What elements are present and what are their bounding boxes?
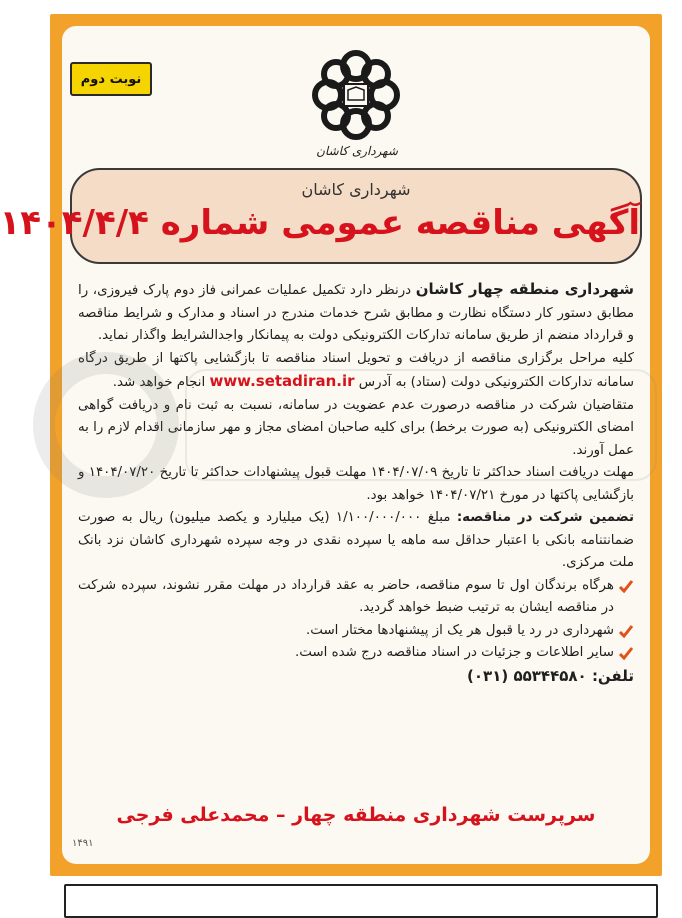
title-box (0, 168, 642, 264)
guarantee-text: مبلغ ۱/۱۰۰/۰۰۰/۰۰۰ (یک میلیارد و یکصد میلیون) ریال به صورت ضمانتنامه بانکی با اعتبار حداقل سه ماهه یا سپرده نقدی در وجه سپرده شهرداری کاشان نزد بانک ملت مرکزی. (78, 510, 634, 570)
phone-number: (۰۳۱) ۵۵۳۴۴۵۸۰ (467, 666, 587, 685)
phone-line (78, 665, 634, 688)
notice-body (78, 278, 634, 687)
procedure-end: انجام خواهد شد. (112, 375, 206, 390)
bullet-text: سایر اطلاعات و جزئیات در اسناد مناقصه درج شده است. (295, 645, 614, 660)
procedure-text: کلیه مراحل برگزاری مناقصه از دریافت و تحویل اسناد مناقصه تا بازگشایی پاکتها از طریق درگاه سامانه تدارکات الکترونیکی دولت (ستاد) به آدرس (78, 350, 634, 390)
list-item (78, 620, 634, 643)
municipality-name: شهرداری کاشان (301, 180, 411, 199)
advertisement-paper (0, 26, 650, 864)
setad-link[interactable]: www.setadiran.ir (209, 372, 355, 390)
second-notice-badge: نوبت دوم (70, 62, 152, 96)
paragraph-guarantee (78, 507, 634, 575)
check-icon (618, 645, 634, 661)
signature: سرپرست شهرداری منطقه چهار – محمدعلی فرجی (116, 804, 596, 826)
kashan-municipality-logo-icon (306, 48, 406, 142)
bullet-text: شهرداری در رد یا قبول هر یک از پیشنهادها مختار است. (306, 622, 614, 638)
check-icon (618, 623, 634, 639)
list-item (78, 642, 634, 665)
next-ad-border (64, 884, 658, 918)
bullet-text: هرگاه برندگان اول تا سوم مناقصه، حاضر به عقد قرارداد در مهلت مقرر نشوند، سپرده شرکت در مناقصه ایشان به ترتیب ضبط خواهد گردید. (78, 577, 614, 615)
phone-label: تلفن: (591, 666, 634, 685)
check-icon (618, 578, 634, 594)
page-title: آگهی مناقصه عمومی شماره ۱۴۰۴/۴/۴ (0, 203, 640, 243)
intro-text: درنظر دارد تکمیل عملیات عمرانی فاز دوم پارک فیروزی، را مطابق دستور کار دستگاه نظارت و مطابق شرح خدمات مندرج در اسناد و مدارک و شرایط مناقصه و قرارداد منضم از طریق سامانه تدارکات الکترونیکی دولت به پیمانکار واجدالشرایط واگذار نماید. (78, 283, 634, 343)
guarantee-label: تضمین شرکت در مناقصه: (456, 510, 634, 525)
logo-caption: شهرداری کاشان (316, 144, 398, 158)
paragraph-deadlines: مهلت دریافت اسناد حداکثر تا تاریخ ۱۴۰۴/۰۷/۰۹ مهلت قبول پیشنهادات حداکثر تا تاریخ ۱۴۰۴/۰۷/۲۰ و بازگشایی پاکتها در مورخ ۱۴۰۴/۰۷/۲۱ خواهد بود. (78, 465, 634, 503)
list-item (78, 575, 634, 620)
ad-code: ۱۴۹۱ (72, 838, 94, 849)
intro-bold: شهرداری منطقه چهار کاشان (415, 280, 634, 298)
paragraph-registration: متقاضیان شرکت در مناقصه درصورت عدم عضویت در سامانه، نسبت به ثبت نام و دریافت گواهی امضای الکترونیکی (به صورت برخط) برای کلیه صاحبان امضای مجاز و مهر سازمانی اقدام لازم را به عمل آورند. (78, 397, 634, 458)
paragraph-intro (78, 278, 634, 348)
paragraph-procedure (78, 348, 634, 395)
